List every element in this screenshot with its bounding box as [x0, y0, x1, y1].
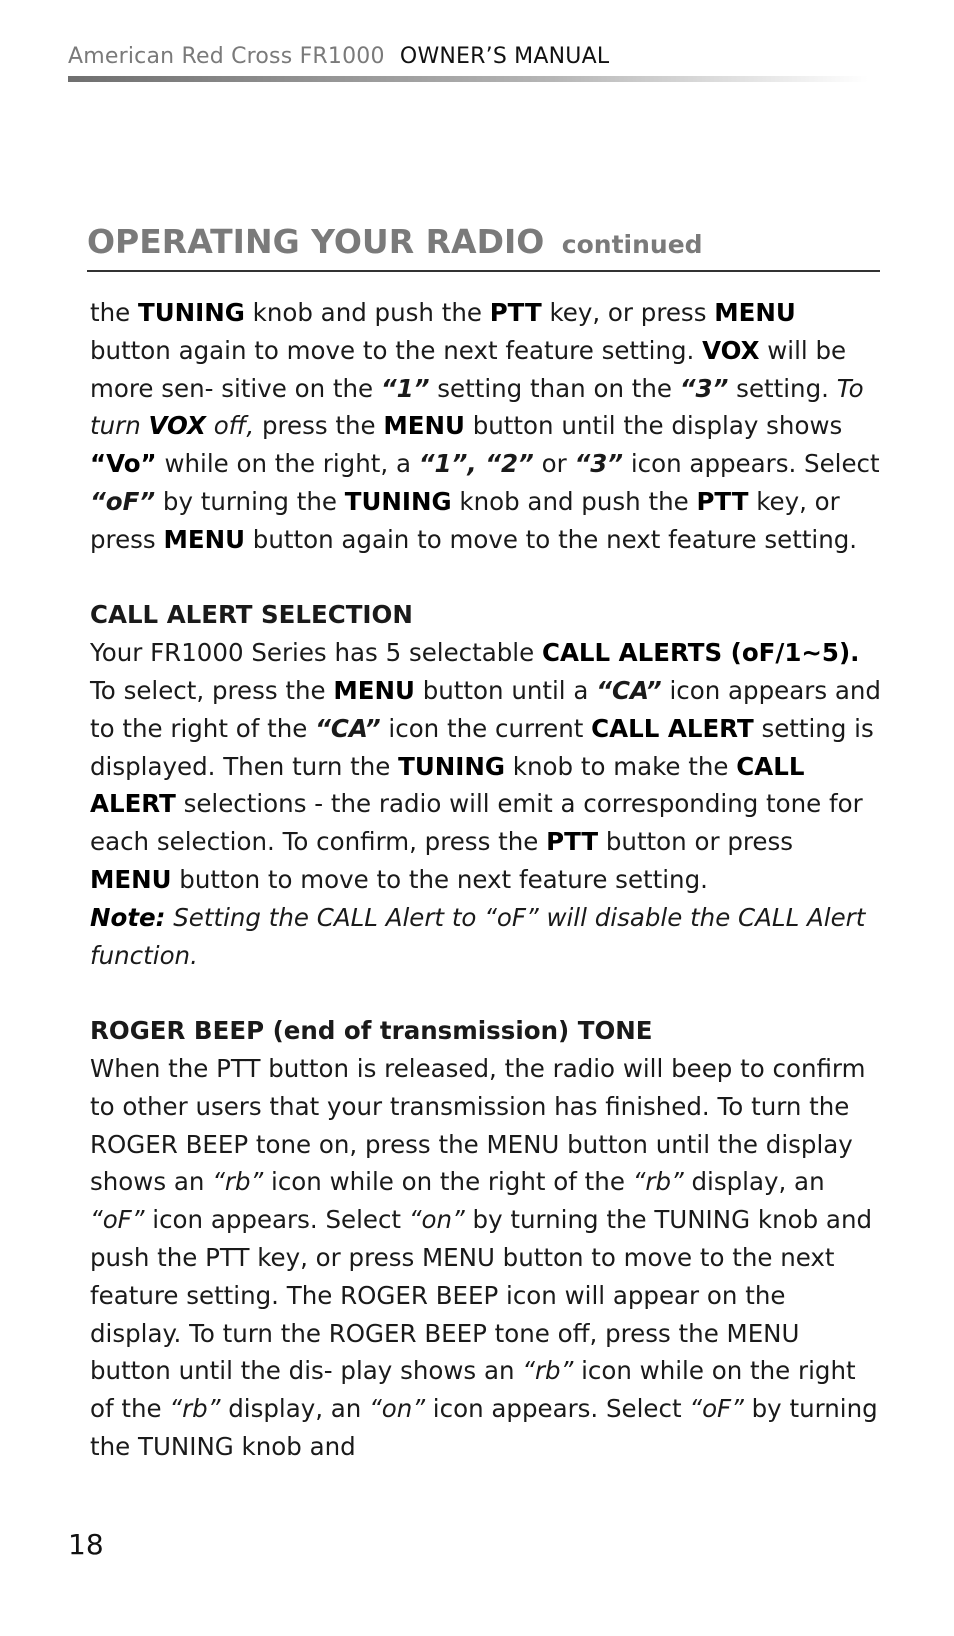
call-alert-paragraph: Your FR1000 Series has 5 selectable CALL ALERTS (oF/1~5). To select, press the MENU button until a “CA” icon appears and to the right of the “CA” icon the current CALL ALERT setting is displayed. Then turn the TUNING knob to make the CALL ALERT selections - the radio will emit a corresponding tone for each selection. To confirm, press the PTT button or press MENU button to move to the next feature setting. — [90, 638, 881, 894]
section-title-text: OPERATING YOUR RADIO — [87, 222, 545, 261]
call-alert-note: Note: Setting the CALL Alert to “oF” will disable the CALL Alert function. — [90, 902, 866, 970]
note-label: Note: — [90, 902, 166, 932]
vox-paragraph: the TUNING knob and push the PTT key, or press MENU button again to move to the next feature setting. VOX will be more sen- sitive on the “1” setting than on the “3” setting. To turn VOX off, press the MENU button until the display shows “Vo” while on the right, a “1”, “2” or “3” icon appears. Select “oF” by turning the TUNING knob and push the PTT key, or press MENU button again to move to the next feature setting. — [90, 298, 880, 554]
title-divider — [87, 270, 880, 272]
body-content — [90, 294, 882, 1466]
section-title — [87, 222, 703, 261]
call-alert-heading: CALL ALERT SELECTION — [90, 600, 413, 630]
page-number: 18 — [68, 1528, 104, 1561]
manual-title: OWNER’S MANUAL — [399, 44, 610, 69]
manual-brand: American Red Cross FR1000 — [68, 44, 385, 69]
roger-beep-paragraph: When the PTT button is released, the radio will beep to confirm to other users that your transmission has finished. To turn the ROGER BEEP tone on, press the MENU button until the display shows an “rb” icon while on the right of the “rb” display, an “oF” icon appears. Select “on” by turning the TUNING knob and push the PTT key, or press MENU button to move to the next feature setting. The ROGER BEEP icon will appear on the display. To turn the ROGER BEEP tone off, press the MENU button until the dis- play shows an “rb” icon while on the right of the “rb” display, an “on” icon appears. Select “oF” by turning the TUNING knob and — [90, 1053, 878, 1461]
header-divider — [68, 76, 868, 82]
running-header — [68, 44, 868, 69]
roger-beep-heading: ROGER BEEP (end of transmission) TONE — [90, 1016, 653, 1046]
section-continued-label: continued — [561, 230, 703, 259]
